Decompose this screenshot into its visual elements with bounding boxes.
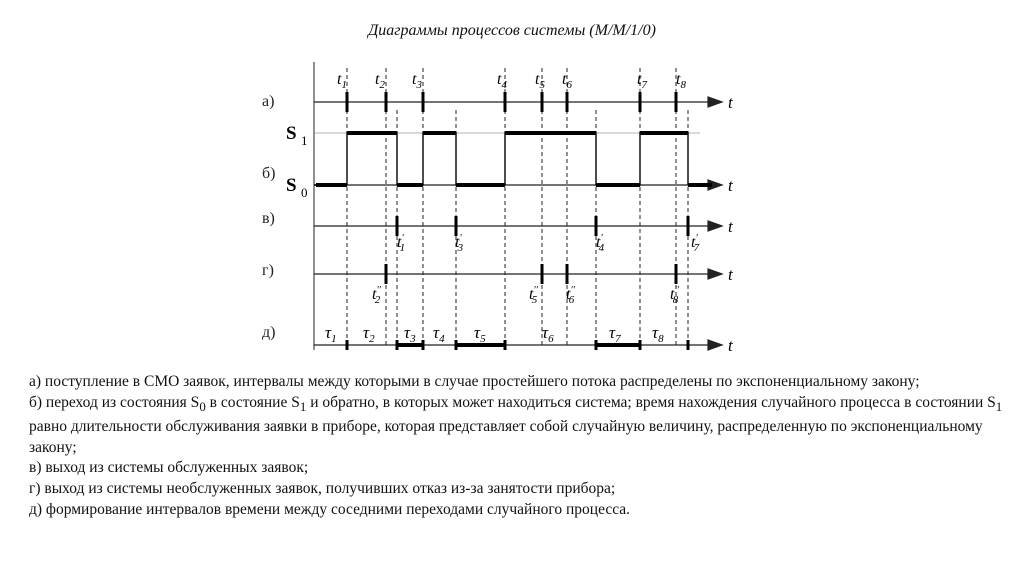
served-label-t1: t' 1 — [397, 233, 406, 254]
arrow-g — [708, 269, 722, 279]
description-g: г) выход из системы необслуженных заявок, получивших отказ из-за занятости прибора; — [29, 480, 616, 498]
arrival-label-t2: $t_2$ — [375, 71, 385, 91]
interval-label-4: $\tau_4$ — [433, 323, 445, 345]
description-a: а) поступление в СМО заявок, интервалы между которыми в случае простейшего потока распределены по экспоненциальному закону; — [29, 373, 920, 390]
row-label-d: д) — [262, 324, 276, 341]
axis-t-g: t — [728, 265, 733, 284]
rejected-label-t5: t'' 5 — [529, 285, 538, 306]
page-title: Диаграммы процессов системы (М/М/1/0) — [368, 22, 656, 39]
axis-t-v: t — [728, 217, 733, 236]
served-label-t7: t' 7 — [691, 233, 700, 254]
interval-label-6: $\tau_6$ — [542, 323, 554, 345]
row-label-a: а) — [262, 93, 275, 110]
interval-label-8: $\tau_8$ — [652, 323, 664, 345]
interval-label-7: $\tau_7$ — [609, 323, 621, 345]
axis-t-a: t — [728, 93, 733, 112]
state-label-s0-sub: 0 — [301, 185, 308, 200]
rejected-label-t6: t'' 6 — [566, 285, 575, 306]
arrival-label-t3: $t_3$ — [412, 71, 422, 91]
arrival-label-t5: $t_5$ — [535, 71, 545, 91]
process-diagram — [240, 58, 740, 358]
state-label-s1: S — [286, 123, 297, 144]
interval-label-2: $\tau_2$ — [363, 323, 375, 345]
arrival-label-t1: $t_1$ — [337, 71, 347, 91]
description-v: в) выход из системы обслуженных заявок; — [29, 459, 309, 477]
description — [29, 372, 1004, 520]
rejected-label-t8: t'' 8 — [670, 285, 679, 306]
row-label-v: в) — [262, 210, 275, 227]
state-process — [314, 133, 688, 185]
rejected-label-t2: t'' 2 — [372, 285, 381, 306]
served-label-t3: t' 3 — [455, 233, 464, 254]
arrow-a — [708, 97, 722, 107]
arrival-label-t6: $t_6$ — [562, 71, 572, 91]
axis-t-d: t — [728, 336, 733, 355]
row-label-g: г) — [262, 262, 274, 279]
state-label-s0: S — [286, 175, 297, 196]
arrow-v — [708, 221, 722, 231]
description-d: д) формирование интервалов времени между соседними переходами случайного процесса. — [29, 500, 631, 518]
state-label-s1-sub: 1 — [301, 133, 308, 148]
arrival-label-t4: $t_4$ — [497, 71, 507, 91]
arrow-d — [708, 340, 722, 350]
arrival-label-t7: $t_7$ — [637, 71, 647, 91]
interval-label-5: $\tau_5$ — [474, 323, 486, 345]
description-b: б) переход из состояния $S_0$ в состояние $S_1$ и обратно, в которых может находиться система; время нахождения случайного процесса в состоянии $S_1$ равно длительности обслуживания заявки в приборе, которая представляет собой случайную величину, распределенную по экспоненциальному закону; — [29, 393, 1003, 456]
interval-label-3: $\tau_3$ — [404, 323, 416, 345]
arrival-label-t8: $t_8$ — [676, 71, 686, 91]
served-label-t4: t' 4 — [596, 233, 605, 254]
axis-t-b: t — [728, 176, 733, 195]
row-label-b: б) — [262, 165, 276, 182]
interval-label-1: $\tau_1$ — [325, 323, 337, 345]
